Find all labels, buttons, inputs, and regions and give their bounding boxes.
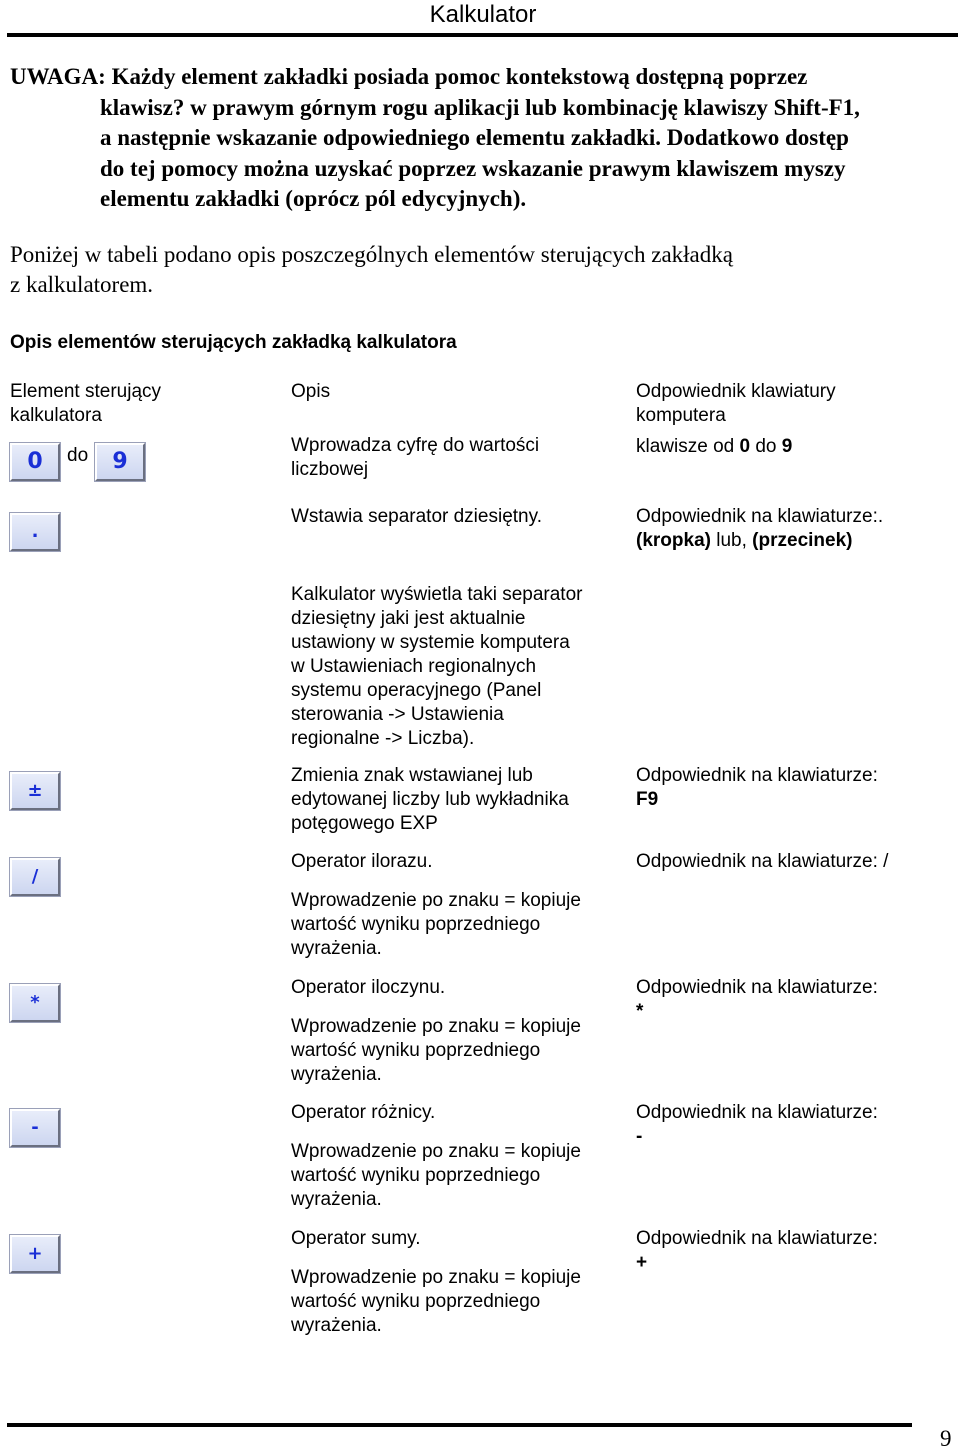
keyboard-key: 9	[781, 436, 793, 457]
key-9-button: 9	[95, 443, 145, 481]
header-divider	[7, 33, 958, 37]
description-line: Wprowadzenie po znaku = kopiuje	[291, 1016, 581, 1037]
description-line: Operator iloczynu.	[291, 977, 446, 998]
description-line: edytowanej liczby lub wykładnika	[291, 789, 569, 810]
key-minus-button: -	[10, 1109, 60, 1147]
column-header-description	[291, 380, 330, 404]
key-decimal-button: .	[10, 513, 60, 551]
row-description-extra	[291, 889, 581, 961]
row-description	[291, 1227, 421, 1251]
keyboard-line: Odpowiednik na klawiaturze:	[636, 1228, 878, 1249]
warning-note	[10, 62, 945, 215]
keyboard-text: do	[750, 436, 782, 457]
keyboard-line: Odpowiednik na klawiaturze:	[636, 977, 878, 998]
keyboard-line	[636, 435, 792, 459]
description-line: dziesiętny jaki jest aktualnie	[291, 608, 526, 629]
description-line: wartość wyniku poprzedniego	[291, 1291, 541, 1312]
column-header-element	[10, 380, 161, 428]
header-line: kalkulatora	[10, 405, 102, 426]
description-line: Operator różnicy.	[291, 1102, 436, 1123]
description-line: Operator ilorazu.	[291, 851, 433, 872]
intro-paragraph	[10, 240, 945, 300]
column-header-keyboard	[636, 380, 836, 428]
row-description-extra	[291, 1140, 581, 1212]
intro-line: Poniżej w tabeli podano opis poszczególnych elementów sterujących zakładką	[10, 242, 733, 267]
keyboard-line: Odpowiednik na klawiaturze: /	[636, 851, 889, 872]
keyboard-key: +	[636, 1252, 648, 1273]
description-line: Wprowadzenie po znaku = kopiuje	[291, 1141, 581, 1162]
warning-line: a następnie wskazanie odpowiedniego elementu zakładki. Dodatkowo dostęp	[100, 125, 849, 150]
description-line: Kalkulator wyświetla taki separator	[291, 584, 583, 605]
keyboard-key: F9	[636, 789, 659, 810]
description-line: ustawiony w systemie komputera	[291, 632, 570, 653]
row-keyboard	[636, 764, 878, 812]
description-line: sterowania -> Ustawienia	[291, 704, 504, 725]
description-line: regionalne -> Liczba).	[291, 728, 475, 749]
description-line: wartość wyniku poprzedniego	[291, 1040, 541, 1061]
row-description	[291, 764, 569, 836]
header-line: komputera	[636, 405, 726, 426]
key-0-button: 0	[10, 443, 60, 481]
keyboard-key: (kropka)	[636, 530, 711, 551]
description-line: wyrażenia.	[291, 1064, 382, 1085]
description-line: liczbowej	[291, 459, 369, 480]
key-range-joiner: do	[67, 445, 89, 466]
description-line: Wprowadza cyfrę do wartości	[291, 435, 540, 456]
row-description	[291, 505, 542, 529]
row-keyboard	[636, 1101, 878, 1149]
keyboard-text: klawisze od	[636, 436, 740, 457]
description-line: wartość wyniku poprzedniego	[291, 1165, 541, 1186]
keyboard-line: Odpowiednik na klawiaturze:	[636, 1102, 878, 1123]
key-plus-minus-button: ±	[10, 772, 60, 810]
key-divide-button: /	[10, 858, 60, 896]
row-description-extra	[291, 1015, 581, 1087]
row-keyboard	[636, 850, 888, 874]
page-header-title: Kalkulator	[429, 1, 537, 28]
key-plus-button: +	[10, 1235, 60, 1273]
key-multiply-button: *	[10, 984, 60, 1022]
warning-line: UWAGA: Każdy element zakładki posiada pomoc kontekstową dostępną poprzez	[10, 64, 808, 89]
row-description	[291, 976, 445, 1000]
row-description-extra	[291, 1266, 581, 1338]
description-line: wyrażenia.	[291, 938, 382, 959]
section-heading: Opis elementów sterujących zakładką kalkulatora	[10, 332, 457, 353]
page-number: 9	[940, 1426, 952, 1451]
warning-line: do tej pomocy można uzyskać poprzez wskazanie prawym klawiszem myszy	[100, 155, 846, 181]
description-line: Wstawia separator dziesiętny.	[291, 506, 542, 527]
row-description	[291, 434, 539, 482]
keyboard-line	[636, 529, 883, 553]
description-line: w Ustawieniach regionalnych	[291, 656, 537, 677]
row-description	[291, 1101, 435, 1125]
description-line: wartość wyniku poprzedniego	[291, 914, 541, 935]
keyboard-line: Odpowiednik na klawiaturze:	[636, 765, 878, 786]
footer-divider	[7, 1423, 912, 1427]
intro-line: z kalkulatorem.	[10, 272, 154, 297]
warning-line: elementu zakładki (oprócz pól edycyjnych).	[100, 186, 527, 211]
description-line: potęgowego EXP	[291, 813, 438, 834]
header-line: Opis	[291, 381, 331, 402]
header-line: Element sterujący	[10, 381, 162, 402]
row-keyboard	[636, 976, 878, 1024]
row-keyboard	[636, 505, 883, 553]
description-line: Wprowadzenie po znaku = kopiuje	[291, 1267, 581, 1288]
description-line: Wprowadzenie po znaku = kopiuje	[291, 890, 581, 911]
keyboard-key: 0	[739, 436, 751, 457]
row-description-extra	[291, 583, 582, 751]
description-line: wyrażenia.	[291, 1315, 382, 1336]
keyboard-key: -	[636, 1126, 643, 1147]
row-description	[291, 850, 433, 874]
row-keyboard	[636, 435, 792, 459]
description-line: Operator sumy.	[291, 1228, 421, 1249]
keyboard-text: lub,	[710, 530, 753, 551]
keyboard-key: (przecinek)	[752, 530, 853, 551]
description-line: Zmienia znak wstawianej lub	[291, 765, 533, 786]
header-line: Odpowiednik klawiatury	[636, 381, 836, 402]
description-line: wyrażenia.	[291, 1189, 382, 1210]
description-line: systemu operacyjnego (Panel	[291, 680, 542, 701]
row-keyboard	[636, 1227, 878, 1275]
keyboard-key: *	[636, 1001, 644, 1022]
warning-line: klawisz? w prawym górnym rogu aplikacji lub kombinację klawiszy Shift-F1,	[100, 94, 860, 120]
keyboard-line: Odpowiednik na klawiaturze:.	[636, 506, 884, 527]
